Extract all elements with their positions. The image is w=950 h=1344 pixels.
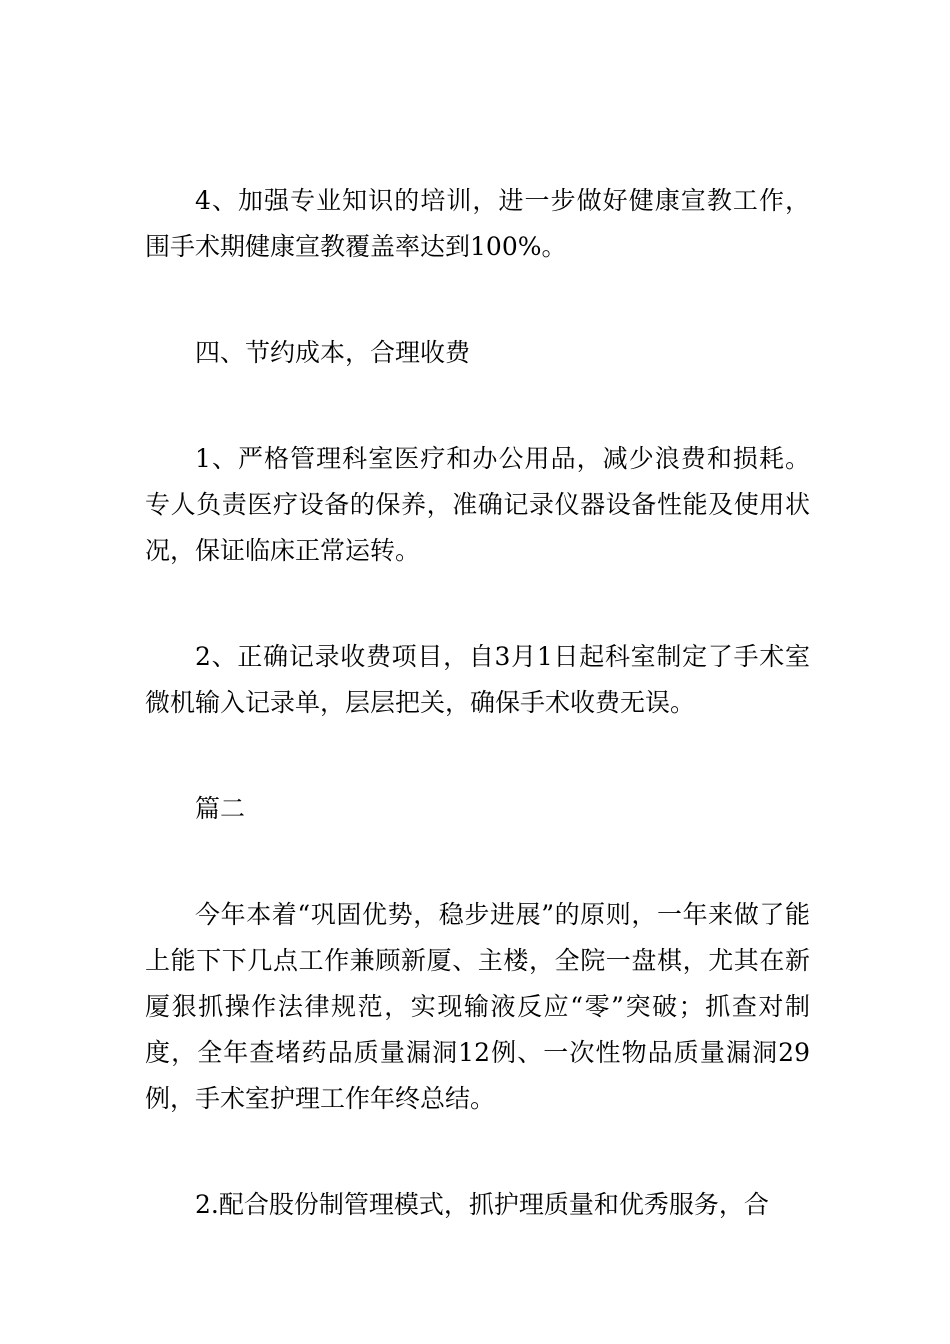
section-heading-part-two: 篇二 [195,794,246,823]
paragraph-item-2-billing: 2、正确记录收费项目，自3月1日起科室制定了手术室微机输入记录单，层层把关，确保手术收费无误。 [145,642,810,717]
paragraph-item-2-management: 2.配合股份制管理模式，抓护理质量和优秀服务，合 [195,1190,769,1219]
paragraph-item-4-training: 4、加强专业知识的培训，进一步做好健康宣教工作，围手术期健康宣教覆盖率达到100%。 [145,186,810,261]
paragraph-annual-summary: 今年本着“巩固优势，稳步进展”的原则，一年来做了能上能下下几点工作兼顾新厦、主楼，全院一盘棋，尤其在新厦狠抓操作法律规范，实现输液反应“零”突破；抓查对制度，全年查堵药品质量漏洞12例、一次性物品质量漏洞29例，手术室护理工作年终总结。 [145,900,810,1113]
document-body [145,178,810,1288]
section-heading-cost-saving: 四、节约成本，合理收费 [195,338,471,367]
paragraph-item-1-supplies: 1、严格管理科室医疗和办公用品，减少浪费和损耗。专人负责医疗设备的保养，准确记录仪器设备性能及使用状况，保证临床正常运转。 [145,444,810,565]
